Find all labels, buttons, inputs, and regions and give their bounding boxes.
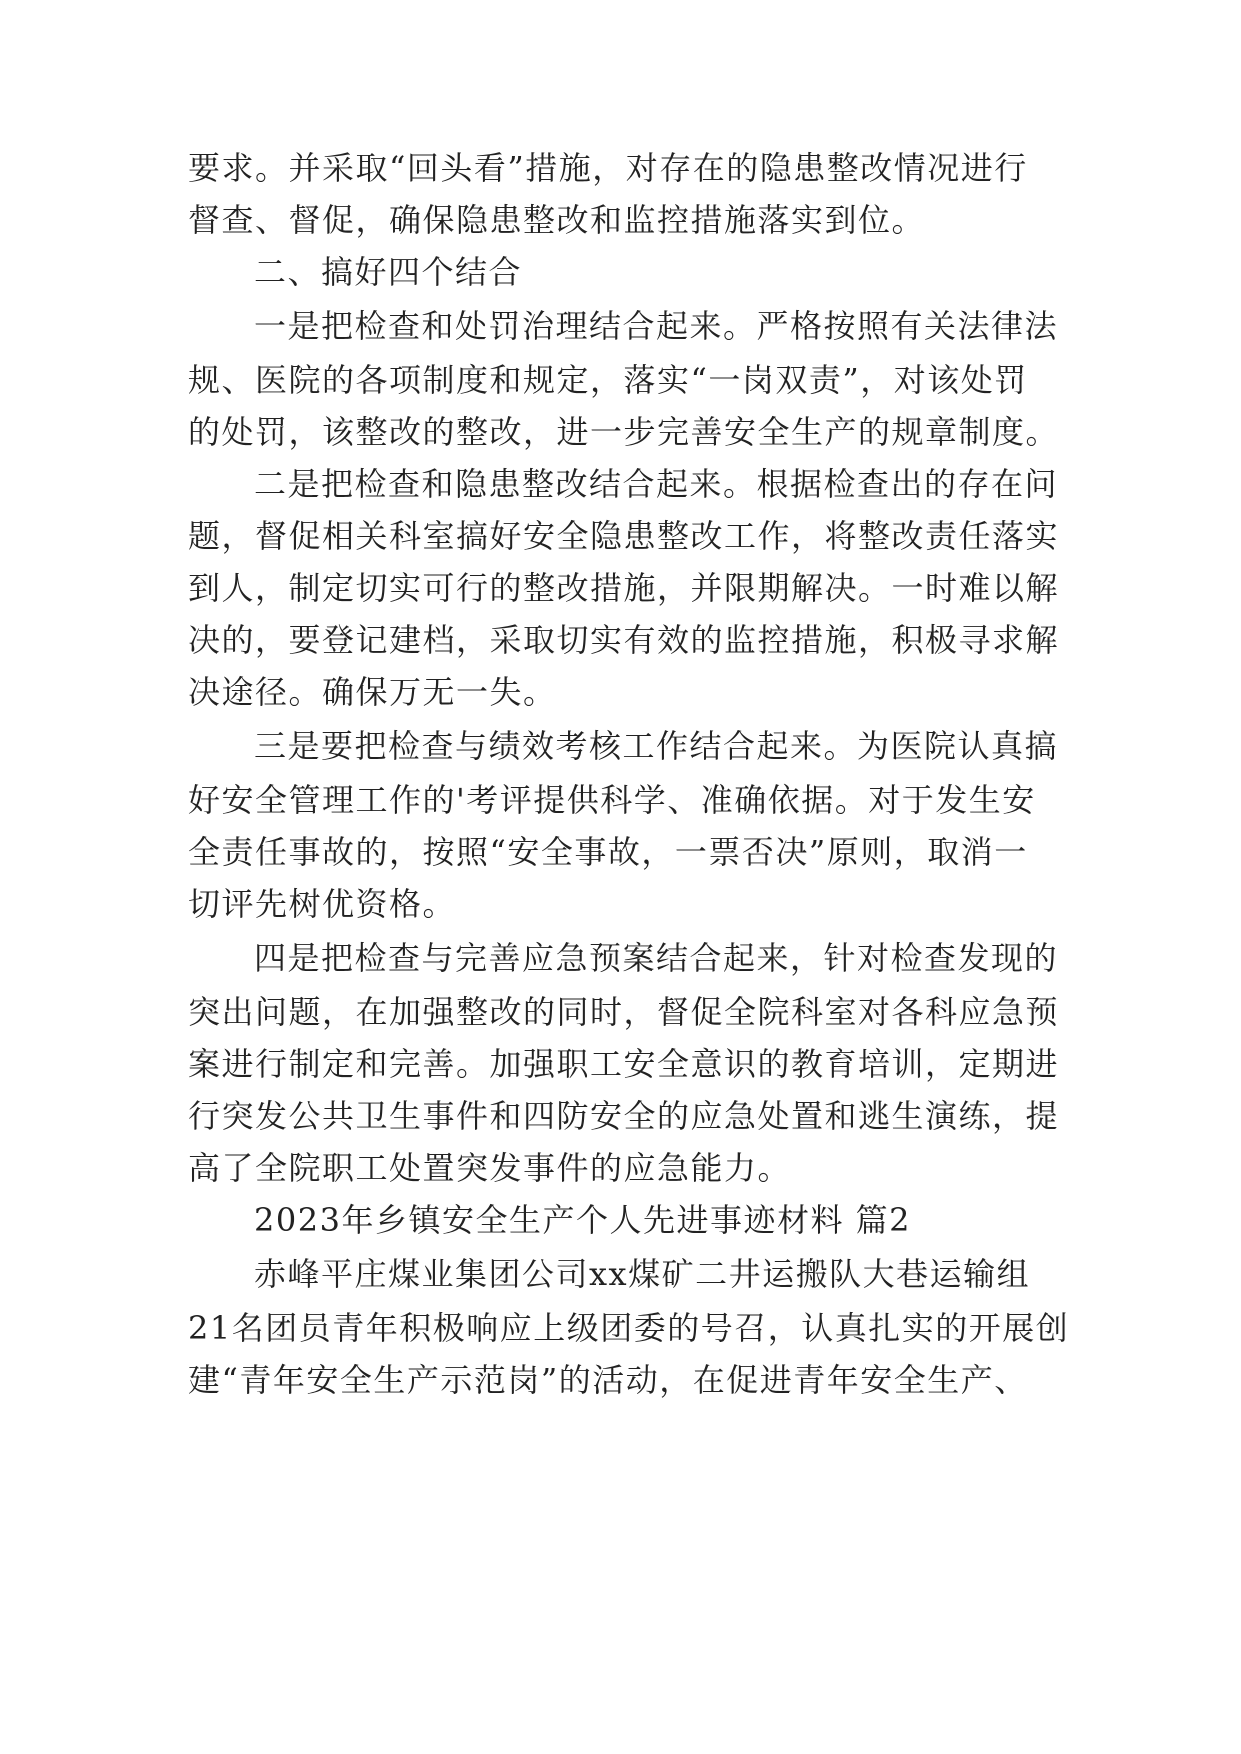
text-line: 好安全管理工作的'考评提供科学、准确依据。对于发生安 [188,781,1036,819]
text-line: 题，督促相关科室搞好安全隐患整改工作，将整改责任落实 [188,517,1060,555]
text-line: 规、医院的各项制度和规定，落实“一岗双责”，对该处罚 [188,361,1028,399]
text-line: 行突发公共卫生事件和四防安全的应急处置和逃生演练，提 [188,1097,1060,1135]
paragraph-first-line: 赤峰平庄煤业集团公司xx煤矿二井运搬队大巷运输组 [254,1255,1031,1293]
text-line: 建“青年安全生产示范岗”的活动，在促进青年安全生产、 [188,1361,1028,1399]
paragraph-first-line: 三是要把检查与绩效考核工作结合起来。为医院认真搞 [254,727,1059,765]
text-line: 决途径。确保万无一失。 [188,673,557,711]
text-line: 高了全院职工处置突发事件的应急能力。 [188,1149,792,1187]
text-line: 督查、督促，确保隐患整改和监控措施落实到位。 [188,201,926,239]
text-line: 要求。并采取“回头看”措施，对存在的隐患整改情况进行 [188,149,1028,187]
text-line: 21名团员青年积极响应上级团委的号召，认真扎实的开展创 [188,1309,1070,1347]
text-line: 案进行制定和完善。加强职工安全意识的教育培训，定期进 [188,1045,1060,1083]
text-line: 到人，制定切实可行的整改措施，并限期解决。一时难以解 [188,569,1060,607]
text-line: 突出问题，在加强整改的同时，督促全院科室对各科应急预 [188,993,1060,1031]
text-line: 切评先树优资格。 [188,885,457,923]
text-line: 全责任事故的，按照“安全事故，一票否决”原则，取消一 [188,833,1028,871]
text-line: 的处罚，该整改的整改，进一步完善安全生产的规章制度。 [188,413,1060,451]
text-line: 决的，要登记建档，采取切实有效的监控措施，积极寻求解 [188,621,1060,659]
article-title: 2023年乡镇安全生产个人先进事迹材料 篇2 [254,1201,911,1239]
paragraph-first-line: 四是把检查与完善应急预案结合起来，针对检查发现的 [254,939,1059,977]
paragraph-first-line: 二是把检查和隐患整改结合起来。根据检查出的存在问 [254,465,1059,503]
section-heading: 二、搞好四个结合 [254,253,523,291]
paragraph-first-line: 一是把检查和处罚治理结合起来。严格按照有关法律法 [254,307,1059,345]
